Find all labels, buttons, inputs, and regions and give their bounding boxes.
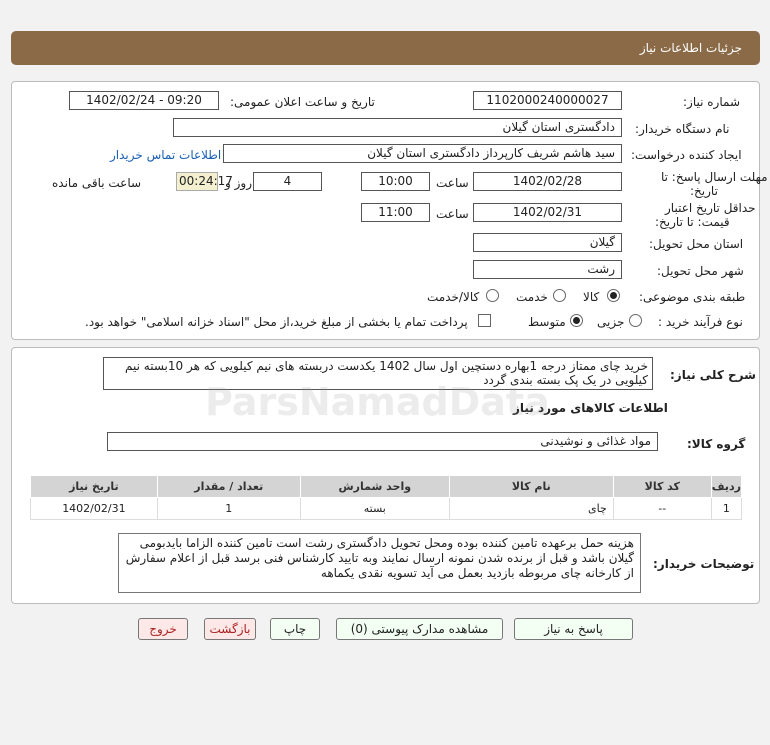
notes-field: هزینه حمل برعهده تامین کننده بوده ومحل تحویل دادگستری رشت است تامین کننده الزاما بایدبومی گیلان باشد و قبل از برنده شدن نمونه ارسال نمایند وبه تایید کارشناس فنی برسد قبل از اعلام سفارش از کارخانه چای مربوطه بازدید بعمل می آید تسویه نقدی یکماهه [118, 533, 641, 593]
province-field: گیلان [473, 233, 622, 252]
cell-date: 1402/02/31 [31, 498, 158, 520]
buyer-label: نام دستگاه خریدار: [635, 122, 730, 136]
buyer-contact-link[interactable]: اطلاعات تماس خریدار [110, 148, 222, 162]
category-radio-goods[interactable] [607, 289, 620, 302]
page-title: جزئیات اطلاعات نیاز [639, 41, 742, 55]
deadline-date-field: 1402/02/28 [473, 172, 622, 191]
col-date: تاریخ نیاز [31, 476, 158, 498]
need-no-field: 1102000240000027 [473, 91, 622, 110]
description-field: خرید چای ممتاز درجه 1بهاره دستچین اول سال 1402 یکدست دربسته های نیم کیلویی که هر 10بسته نیم کیلویی در یک پک بسته بندی گردد [103, 357, 653, 390]
cell-code: -- [613, 498, 711, 520]
goods-group-label: گروه کالا: [687, 437, 746, 451]
validity-date-field: 1402/02/31 [473, 203, 622, 222]
remaining-label: ساعت باقی مانده [52, 176, 142, 190]
validity-label-2: قیمت: تا تاریخ: [655, 215, 730, 229]
creator-field: سید هاشم شریف کارپرداز دادگستری استان گیلان [223, 144, 622, 163]
creator-label: ایجاد کننده درخواست: [631, 148, 742, 162]
city-label: شهر محل تحویل: [657, 264, 744, 278]
treasury-checkbox[interactable] [478, 314, 491, 327]
deadline-time-field: 10:00 [361, 172, 430, 191]
process-label: نوع فرآیند خرید : [658, 315, 743, 329]
watermark-text: ParsNamadData [205, 380, 550, 424]
notes-label: توضیحات خریدار: [653, 557, 755, 571]
process-radio-medium[interactable] [570, 314, 583, 327]
reply-button[interactable]: پاسخ به نیاز [514, 618, 633, 640]
goods-table [30, 475, 742, 520]
table-row [31, 498, 742, 520]
col-unit: واحد شمارش [300, 476, 449, 498]
validity-time-label: ساعت [436, 207, 469, 221]
process-minor-label: جزیی [597, 315, 625, 329]
category-radio-both[interactable] [486, 289, 499, 302]
announce-label: تاریخ و ساعت اعلان عمومی: [230, 95, 375, 109]
attachments-button[interactable]: مشاهده مدارک پیوستی (0) [336, 618, 503, 640]
category-service-label: خدمت [516, 290, 548, 304]
deadline-label: مهلت ارسال پاسخ: تا [661, 170, 768, 184]
category-goods-label: کالا [583, 290, 600, 304]
need-no-label: شماره نیاز: [683, 95, 740, 109]
deadline-time-label: ساعت [436, 176, 469, 190]
treasury-note: پرداخت تمام یا بخشی از مبلغ خرید،از محل "اسناد خزانه اسلامی" خواهد بود. [85, 315, 468, 329]
goods-section-title: اطلاعات کالاهای مورد نیاز [513, 401, 668, 415]
goods-group-field: مواد غذائی و نوشیدنی [107, 432, 658, 451]
announce-field: 1402/02/24 - 09:20 [69, 91, 219, 110]
city-field: رشت [473, 260, 622, 279]
col-code: کد کالا [613, 476, 711, 498]
process-medium-label: متوسط [528, 315, 566, 329]
print-button[interactable]: چاپ [270, 618, 320, 640]
buyer-field: دادگستری استان گیلان [173, 118, 622, 137]
cell-name: چای [449, 498, 613, 520]
validity-time-field: 11:00 [361, 203, 430, 222]
col-name: نام کالا [449, 476, 613, 498]
category-radio-service[interactable] [553, 289, 566, 302]
exit-button[interactable]: خروج [138, 618, 188, 640]
category-both-label: کالا/خدمت [427, 290, 480, 304]
days-label: روز و [225, 176, 252, 190]
remaining-time-field: 00:24:17 [176, 172, 218, 191]
description-label: شرح کلی نیاز: [670, 368, 756, 382]
cell-row: 1 [711, 498, 741, 520]
page-header [11, 31, 760, 65]
category-label: طبقه بندی موضوعی: [639, 290, 746, 304]
back-button[interactable]: بازگشت [204, 618, 256, 640]
cell-unit: بسته [300, 498, 449, 520]
days-field: 4 [253, 172, 322, 191]
deadline-label-2: تاریخ: [690, 184, 718, 198]
province-label: استان محل تحویل: [649, 237, 744, 251]
process-radio-minor[interactable] [629, 314, 642, 327]
cell-qty: 1 [157, 498, 300, 520]
col-qty: تعداد / مقدار [157, 476, 300, 498]
validity-label: حداقل تاریخ اعتبار [665, 201, 756, 215]
col-row: ردیف [711, 476, 741, 498]
